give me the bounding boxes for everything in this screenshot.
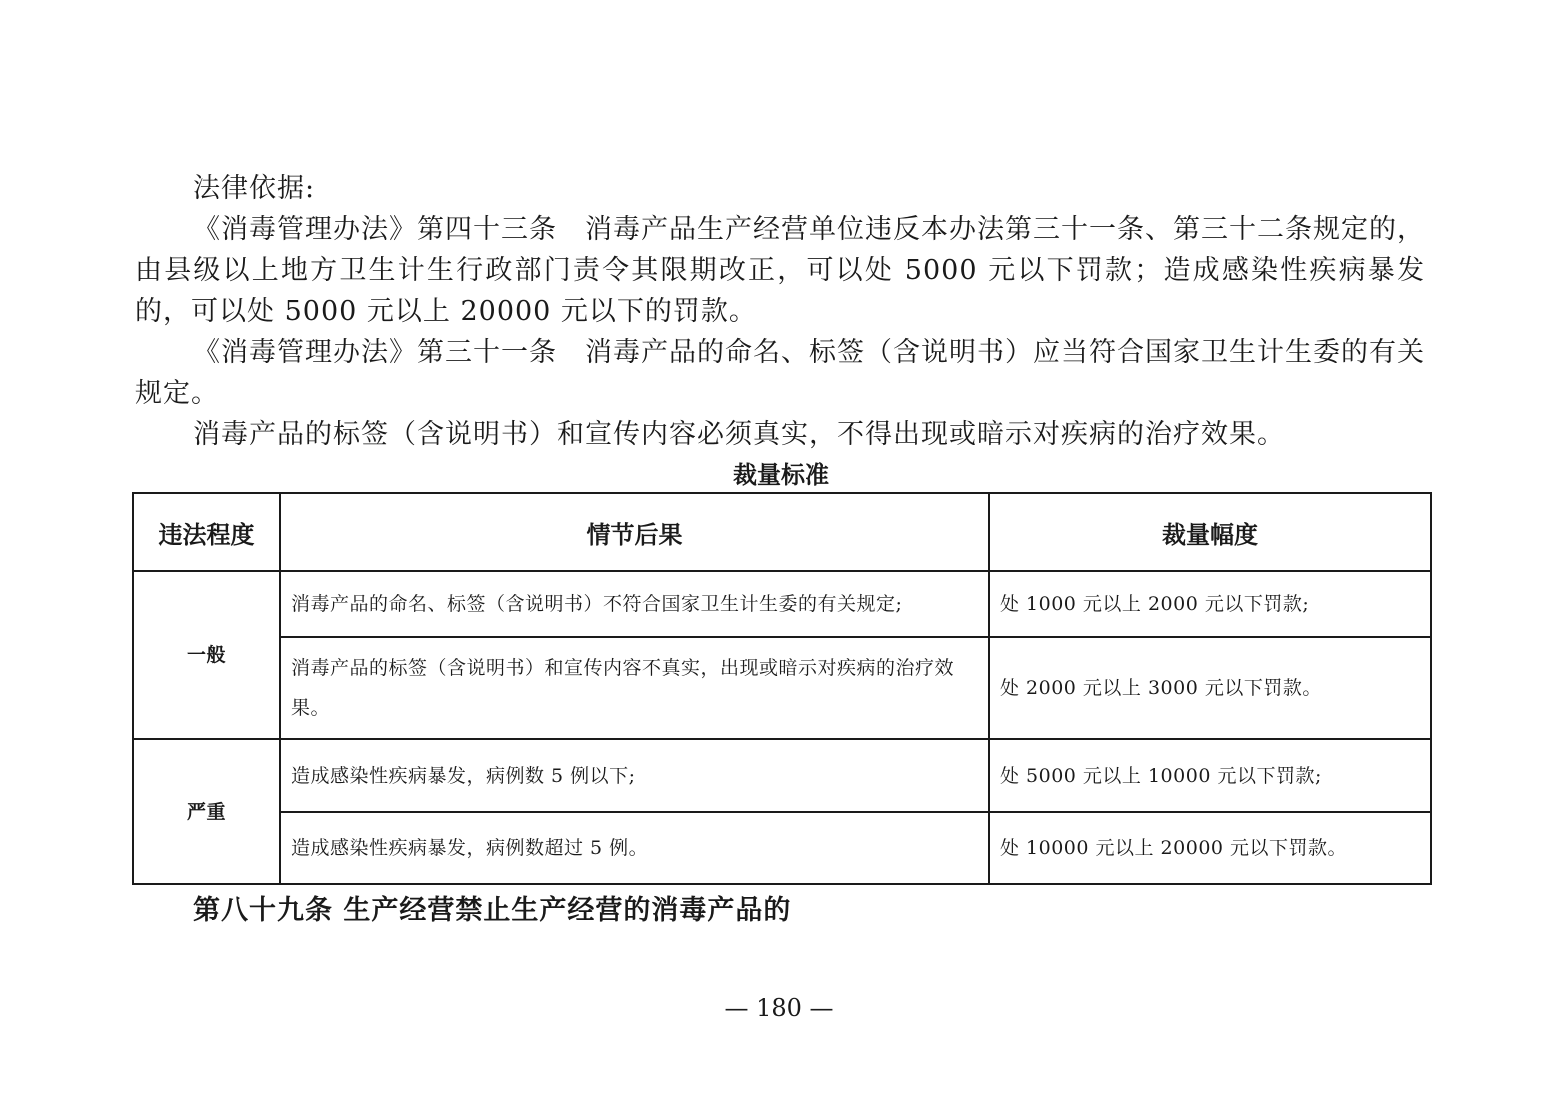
- article-43-paragraph: 《消毒管理办法》第四十三条 消毒产品生产经营单位违反本办法第三十一条、第三十二条规定的，由县级以上地方卫生计生行政部门责令其限期改正，可以处 5000 元以下罚款；造成感染性疾病暴发的，可以处 5000 元以上 20000 元以下的罚款。: [135, 214, 1425, 327]
- table-header-row: [133, 493, 1431, 571]
- penalty-cell: 处 1000 元以上 2000 元以下罚款;: [989, 571, 1431, 637]
- table-row: [133, 739, 1431, 812]
- legal-basis-section: [135, 168, 1425, 455]
- discretion-standard-table: [132, 492, 1432, 885]
- penalty-cell: 处 10000 元以上 20000 元以下罚款。: [989, 812, 1431, 884]
- level-serious: 严重: [133, 739, 280, 884]
- page-number: — 180 —: [724, 994, 834, 1022]
- header-circumstance: 情节后果: [280, 493, 989, 571]
- table-row: [133, 637, 1431, 739]
- table-caption: 裁量标准: [733, 461, 829, 489]
- header-violation-degree: 违法程度: [133, 493, 280, 571]
- table-row: [133, 571, 1431, 637]
- circumstance-cell: 消毒产品的标签（含说明书）和宣传内容不真实，出现或暗示对疾病的治疗效果。: [280, 637, 989, 739]
- level-general: 一般: [133, 571, 280, 739]
- penalty-cell: 处 2000 元以上 3000 元以下罚款。: [989, 637, 1431, 739]
- circumstance-cell: 造成感染性疾病暴发，病例数 5 例以下;: [280, 739, 989, 812]
- penalty-cell: 处 5000 元以上 10000 元以下罚款;: [989, 739, 1431, 812]
- circumstance-cell: 造成感染性疾病暴发，病例数超过 5 例。: [280, 812, 989, 884]
- article-89-heading: 第八十九条 生产经营禁止生产经营的消毒产品的: [193, 895, 792, 926]
- circumstance-cell: 消毒产品的命名、标签（含说明书）不符合国家卫生计生委的有关规定;: [280, 571, 989, 637]
- article-31-paragraph: 《消毒管理办法》第三十一条 消毒产品的命名、标签（含说明书）应当符合国家卫生计生委的有关规定。: [135, 337, 1425, 409]
- labeling-requirement-paragraph: 消毒产品的标签（含说明书）和宣传内容必须真实，不得出现或暗示对疾病的治疗效果。: [193, 419, 1285, 450]
- legal-basis-label: 法律依据:: [193, 173, 316, 204]
- table-row: [133, 812, 1431, 884]
- header-penalty-range: 裁量幅度: [989, 493, 1431, 571]
